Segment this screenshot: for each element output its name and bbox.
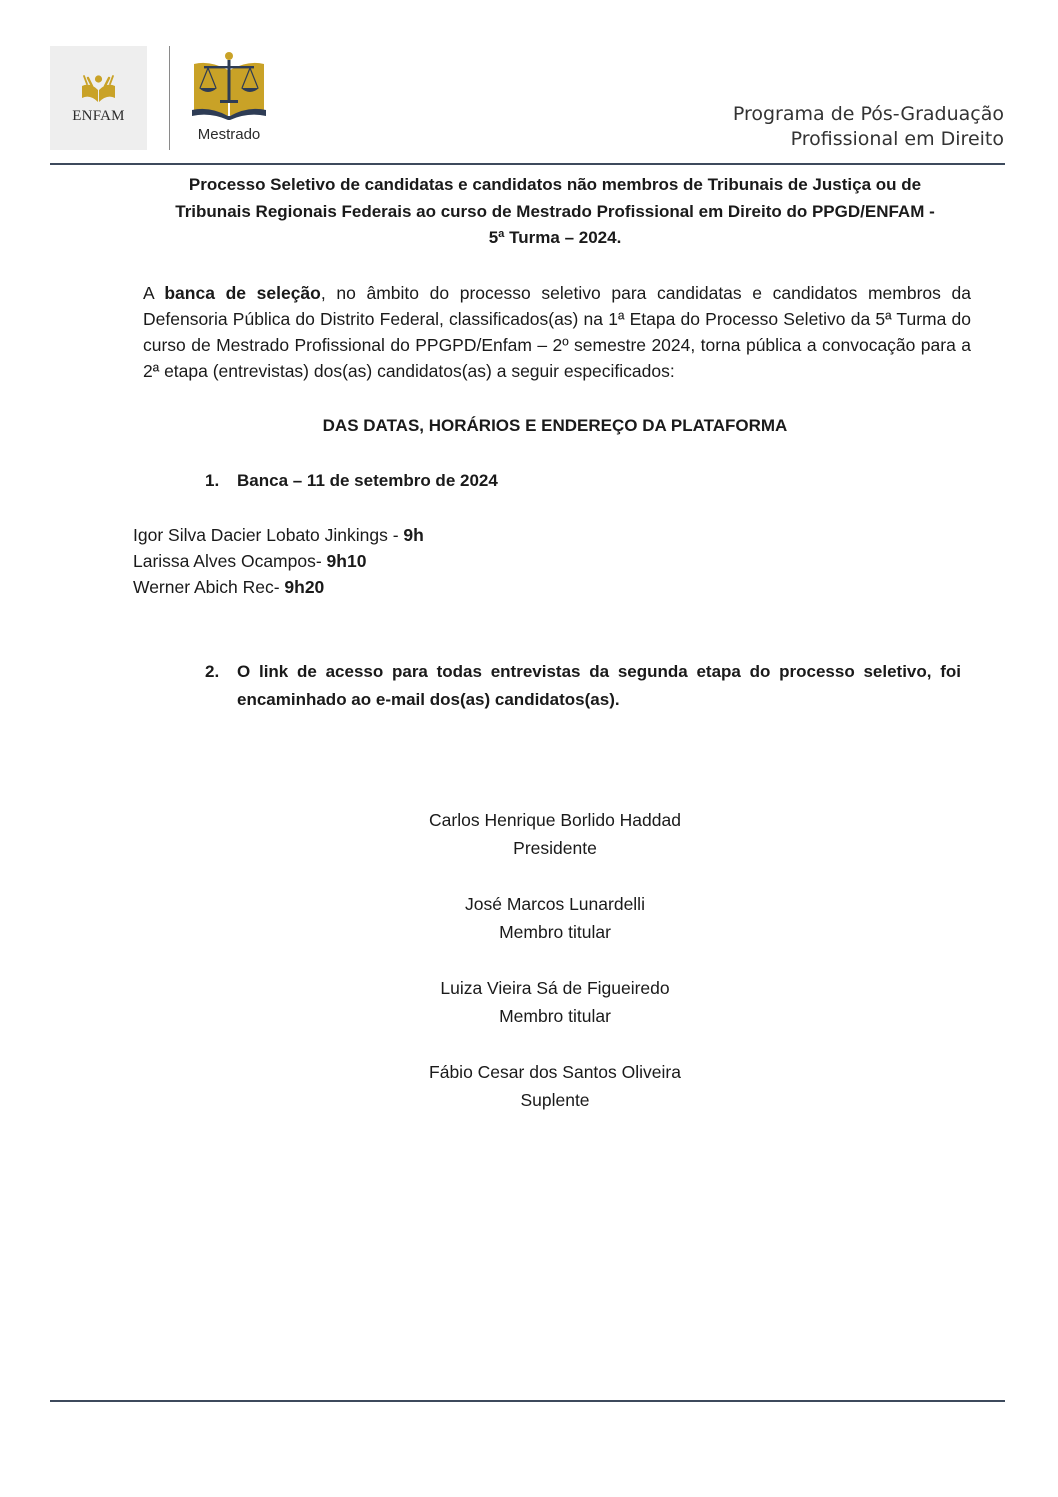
document-title-line1: Processo Seletivo de candidatas e candidatos não membros de Tribunais de Justiça ou de xyxy=(188,175,922,194)
intro-bold: banca de seleção xyxy=(164,283,321,303)
section-heading: DAS DATAS, HORÁRIOS E ENDEREÇO DA PLATAFORMA xyxy=(322,416,788,435)
candidate-list xyxy=(133,522,424,600)
signatory-role: Presidente xyxy=(513,838,597,858)
candidate-name: Igor Silva Dacier Lobato Jinkings - xyxy=(133,525,404,545)
signatory-role: Membro titular xyxy=(499,922,611,942)
list-item-text: Banca – 11 de setembro de 2024 xyxy=(237,471,498,490)
candidate-time: 9h20 xyxy=(284,577,325,597)
program-title xyxy=(733,102,1004,152)
signatory-role: Membro titular xyxy=(499,1006,611,1026)
signature-block xyxy=(355,1058,755,1114)
header-divider xyxy=(169,46,170,150)
header-rule xyxy=(50,163,1005,165)
footer-rule xyxy=(50,1400,1005,1402)
candidate-row xyxy=(133,522,424,548)
program-title-line1: Programa de Pós-Graduação xyxy=(732,103,1004,125)
signatory-name: Carlos Henrique Borlido Haddad xyxy=(429,810,681,830)
justice-scales-book-icon xyxy=(190,50,268,122)
list-item-text: O link de acesso para todas entrevistas da segunda etapa do processo seletivo, foi encaminhado ao e-mail dos(as) candidatos(as). xyxy=(237,662,961,709)
document-title-line3: 5ª Turma – 2024. xyxy=(488,228,622,247)
list-item-1 xyxy=(205,467,965,495)
list-item-2 xyxy=(205,658,965,718)
candidate-name: Werner Abich Rec- xyxy=(133,577,285,597)
signature-list xyxy=(355,806,755,1142)
candidate-name: Larissa Alves Ocampos- xyxy=(133,551,327,571)
signature-block xyxy=(355,974,755,1030)
signature-block xyxy=(355,890,755,946)
enfam-emblem-icon xyxy=(80,72,117,104)
signatory-name: José Marcos Lunardelli xyxy=(465,894,645,914)
intro-paragraph xyxy=(143,280,971,384)
document-title xyxy=(120,172,990,252)
program-title-line2: Profissional em Direito xyxy=(790,128,1004,150)
list-item-number: 2. xyxy=(205,662,220,681)
intro-prefix: A xyxy=(143,283,165,303)
document-title-line2: Tribunais Regionais Federais ao curso de Mestrado Profissional em Direito do PPGD/ENFAM - xyxy=(175,201,935,221)
signatory-role: Suplente xyxy=(520,1090,590,1110)
candidate-row xyxy=(133,548,424,574)
signatory-name: Fábio Cesar dos Santos Oliveira xyxy=(429,1062,681,1082)
intro-rest: , no âmbito do processo seletivo para candidatas e candidatos membros da Defensoria Pública do Distrito Federal, classificados(as) na 1ª Etapa do Processo Seletivo da 5ª Turma do curso de Mestrado Profissional do PPGPD/Enfam – 2º semestre 2024, torna pública a convocação para a 2ª etapa (entrevistas) dos(as) candidatos(as) a seguir especificados: xyxy=(143,283,971,381)
enfam-logo-text: ENFAM xyxy=(72,108,125,124)
mestrado-logo-text: Mestrado xyxy=(197,126,261,143)
candidate-time: 9h10 xyxy=(326,551,367,571)
candidate-time: 9h xyxy=(403,525,424,545)
candidate-row xyxy=(133,574,424,600)
signatory-name: Luiza Vieira Sá de Figueiredo xyxy=(440,978,670,998)
signature-block xyxy=(355,806,755,862)
enfam-logo xyxy=(50,46,147,150)
list-item-number: 1. xyxy=(205,471,220,490)
